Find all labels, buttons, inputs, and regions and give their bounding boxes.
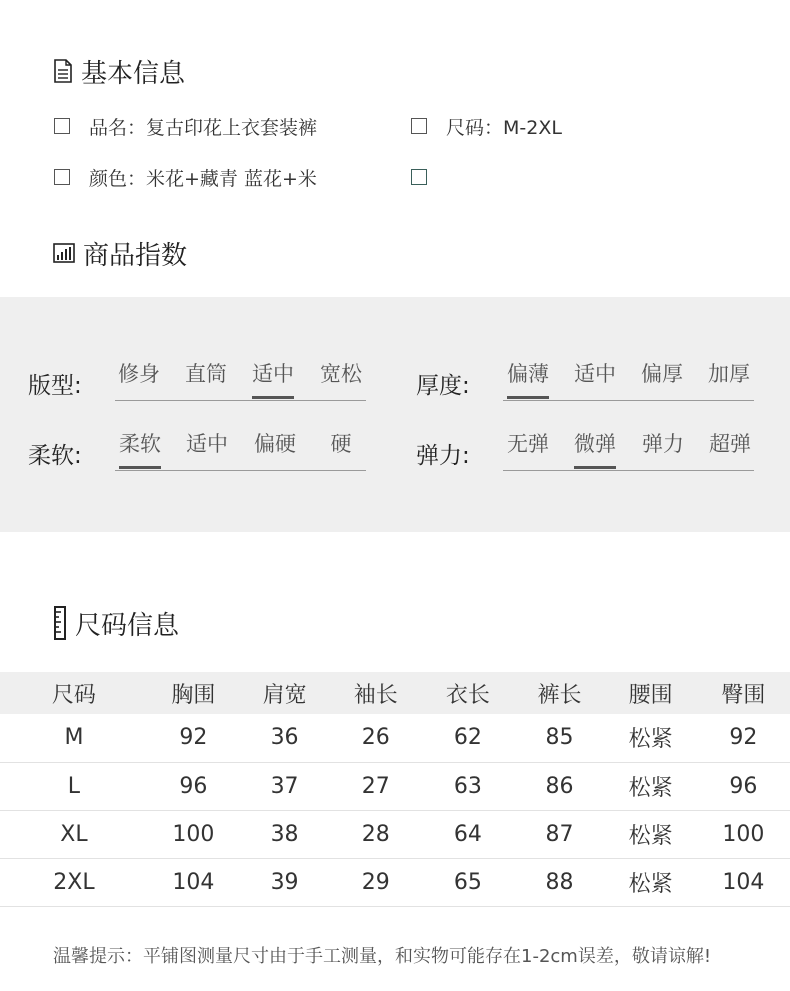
info-item-label: 颜色：米花+藏青 蓝花+米 <box>89 167 317 190</box>
table-row <box>0 858 790 906</box>
index-label-thickness: 厚度: <box>416 373 470 399</box>
table-cell: 104 <box>722 869 765 895</box>
table-cell: 65 <box>453 869 482 895</box>
checkbox-icon <box>411 118 427 134</box>
table-cell: 85 <box>545 725 574 751</box>
table-cell: 96 <box>729 773 758 799</box>
index-label-softness: 柔软: <box>28 443 82 469</box>
table-row <box>0 762 790 810</box>
table-cell: L <box>67 773 81 799</box>
index-option-selected: 微弹 <box>574 432 616 456</box>
info-item-empty <box>411 165 446 189</box>
column-header: 衣长 <box>445 682 490 708</box>
index-option: 无弹 <box>507 432 549 456</box>
product-index-title: 商品指数 <box>83 240 188 271</box>
column-header: 臀围 <box>721 682 766 708</box>
size-info-heading <box>53 606 179 640</box>
index-options-softness <box>115 428 366 471</box>
table-cell: 松紧 <box>628 727 673 753</box>
index-option: 加厚 <box>708 362 750 386</box>
table-cell: 62 <box>453 725 482 751</box>
table-cell: 87 <box>545 821 574 847</box>
table-cell: 36 <box>270 725 299 751</box>
document-icon <box>53 59 73 83</box>
table-cell: 松紧 <box>628 775 673 801</box>
table-cell: 63 <box>453 773 482 799</box>
index-option-selected: 柔软 <box>119 432 161 456</box>
table-cell: 37 <box>270 773 299 799</box>
ruler-icon <box>53 606 67 640</box>
table-cell: 松紧 <box>628 871 673 897</box>
size-info-title: 尺码信息 <box>75 610 180 641</box>
index-option: 直筒 <box>185 362 227 386</box>
table-cell: 39 <box>270 869 299 895</box>
table-cell: 92 <box>729 725 758 751</box>
table-cell: M <box>64 725 84 751</box>
checkbox-icon <box>54 169 70 185</box>
checkbox-icon <box>411 169 427 185</box>
table-cell: 26 <box>361 725 390 751</box>
table-row <box>0 810 790 858</box>
table-cell: 86 <box>545 773 574 799</box>
index-options-elasticity <box>503 428 754 471</box>
info-item-label: 品名：复古印花上衣套装裤 <box>89 116 318 139</box>
column-header: 胸围 <box>171 682 216 708</box>
basic-info-heading <box>53 54 185 88</box>
index-options-thickness <box>503 358 754 401</box>
table-cell: 64 <box>453 821 482 847</box>
index-option: 宽松 <box>320 362 362 386</box>
basic-info-title: 基本信息 <box>81 58 186 89</box>
table-cell: 28 <box>361 821 390 847</box>
table-cell: 88 <box>545 869 574 895</box>
table-cell: 104 <box>172 869 215 895</box>
table-cell: 27 <box>361 773 390 799</box>
index-option: 修身 <box>118 362 160 386</box>
index-option-selected: 偏薄 <box>507 362 549 386</box>
index-options-fit <box>115 358 366 401</box>
table-cell: 92 <box>179 725 208 751</box>
index-option: 偏厚 <box>641 362 683 386</box>
index-label-elasticity: 弹力: <box>416 443 470 469</box>
index-option-selected: 适中 <box>252 362 294 386</box>
column-header: 腰围 <box>628 682 673 708</box>
column-header: 尺码 <box>51 682 96 708</box>
info-item-color <box>54 165 317 189</box>
index-option: 弹力 <box>642 432 684 456</box>
table-cell: 100 <box>172 821 215 847</box>
index-option: 适中 <box>186 432 228 456</box>
column-header: 裤长 <box>537 682 582 708</box>
index-option: 硬 <box>330 432 352 456</box>
product-index-heading <box>53 236 187 270</box>
column-header: 肩宽 <box>262 682 307 708</box>
table-cell: 松紧 <box>628 823 673 849</box>
table-cell: 100 <box>722 821 765 847</box>
checkbox-icon <box>54 118 70 134</box>
product-index-panel <box>0 297 790 532</box>
table-cell: 29 <box>361 869 390 895</box>
info-item-name <box>54 114 317 138</box>
table-row <box>0 714 790 762</box>
info-item-size <box>411 114 562 138</box>
bar-chart-icon <box>53 243 75 263</box>
index-option: 适中 <box>574 362 616 386</box>
info-item-label: 尺码：M-2XL <box>446 116 562 139</box>
table-cell: 2XL <box>53 869 95 895</box>
index-label-fit: 版型: <box>28 373 82 399</box>
table-cell: 96 <box>179 773 208 799</box>
index-option: 偏硬 <box>254 432 296 456</box>
size-disclaimer-note: 温馨提示：平铺图测量尺寸由于手工测量，和实物可能存在1-2cm误差，敬请谅解! <box>53 946 712 967</box>
index-option: 超弹 <box>709 432 751 456</box>
table-cell: XL <box>60 821 88 847</box>
size-table-header <box>0 672 790 714</box>
column-header: 袖长 <box>353 682 398 708</box>
size-table <box>0 672 790 907</box>
table-cell: 38 <box>270 821 299 847</box>
